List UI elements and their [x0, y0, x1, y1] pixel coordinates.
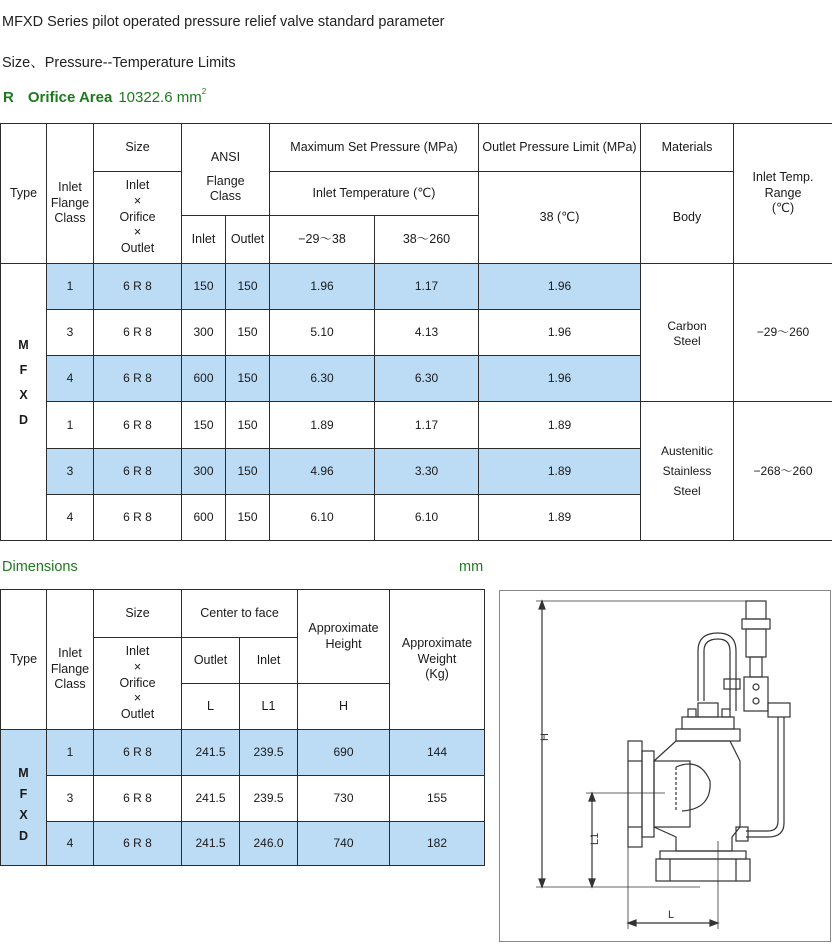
- table-cell: 3: [47, 776, 94, 822]
- table-cell: 4: [47, 822, 94, 866]
- table-cell: 1.89: [479, 449, 641, 495]
- drawing-label-l: L: [668, 909, 674, 921]
- table-cell: 241.5: [182, 730, 240, 776]
- table-cell: 1.89: [479, 495, 641, 541]
- dimensions-unit: mm: [459, 559, 483, 575]
- table-cell: 300: [182, 310, 226, 356]
- dimensions-title: Dimensions: [2, 559, 78, 575]
- table-cell: 6.30: [270, 356, 375, 402]
- temp-b-header: 38～260: [375, 216, 479, 264]
- table-cell: 6 R 8: [94, 264, 182, 310]
- drawing-label-h: H: [539, 733, 551, 741]
- table-cell: 600: [182, 495, 226, 541]
- table-cell: 6 R 8: [94, 495, 182, 541]
- series-letter: F: [1, 784, 46, 805]
- ansi-inlet-header: Inlet: [182, 216, 226, 264]
- table-cell: 150: [226, 495, 270, 541]
- table-cell: 740: [298, 822, 390, 866]
- table-cell: 6.30: [375, 356, 479, 402]
- table-cell: 1.17: [375, 264, 479, 310]
- l-header: L: [182, 684, 240, 730]
- table-cell: 6 R 8: [94, 402, 182, 449]
- ansi-header: ANSI: [182, 124, 270, 172]
- table-cell: 1: [47, 264, 94, 310]
- drawing-label-l1: L1: [589, 833, 601, 845]
- ansi-outlet-header: Outlet: [226, 216, 270, 264]
- series-letter: M: [1, 333, 46, 358]
- table-cell: 4.13: [375, 310, 479, 356]
- table-cell: 1.96: [479, 264, 641, 310]
- table-cell: 300: [182, 449, 226, 495]
- table-cell: 1: [47, 730, 94, 776]
- table-cell: 6 R 8: [94, 776, 182, 822]
- h-header: H: [298, 684, 390, 730]
- table-cell: 5.10: [270, 310, 375, 356]
- table-cell: 246.0: [240, 822, 298, 866]
- table-cell: 6 R 8: [94, 730, 182, 776]
- table-cell: 1: [47, 402, 94, 449]
- table-cell: 150: [226, 264, 270, 310]
- l1-header: L1: [240, 684, 298, 730]
- table-cell: 3: [47, 449, 94, 495]
- table-cell: 155: [390, 776, 485, 822]
- size-sub-header: Inlet × Orifice × Outlet: [94, 172, 182, 264]
- table-cell: 1.89: [479, 402, 641, 449]
- outlet-header: Outlet: [182, 638, 240, 684]
- valve-outline-icon: [500, 591, 830, 941]
- table-cell: 1.96: [270, 264, 375, 310]
- table-cell: 600: [182, 356, 226, 402]
- temp-a-header: −29～38: [270, 216, 375, 264]
- approx-height-header: Approximate Height: [298, 590, 390, 684]
- page-title: MFXD Series pilot operated pressure relief valve standard parameter: [2, 14, 444, 30]
- size-header: Size: [94, 124, 182, 172]
- table-cell: 150: [226, 402, 270, 449]
- orifice-label: Orifice Area: [28, 89, 113, 106]
- table-cell: 6 R 8: [94, 310, 182, 356]
- flange-class-header: Flange Class: [182, 172, 270, 216]
- table-cell: 690: [298, 730, 390, 776]
- table-cell: 150: [182, 264, 226, 310]
- body-header: Body: [641, 172, 734, 264]
- series-letter: X: [1, 805, 46, 826]
- page-subtitle: Size、Pressure--Temperature Limits: [2, 51, 236, 72]
- type-header: Type: [1, 590, 47, 730]
- max-set-pressure-header: Maximum Set Pressure (MPa): [270, 124, 479, 172]
- table-cell: 1.17: [375, 402, 479, 449]
- series-letter: D: [1, 408, 46, 433]
- table-cell: 182: [390, 822, 485, 866]
- inlet-flange-class-header: Inlet Flange Class: [47, 590, 94, 730]
- series-cell: [1, 730, 47, 866]
- series-letter: X: [1, 383, 46, 408]
- parameter-table: [0, 123, 832, 541]
- table-cell: 4: [47, 356, 94, 402]
- series-letter: F: [1, 358, 46, 383]
- table-cell: 150: [226, 356, 270, 402]
- inlet-flange-class-header: Inlet Flange Class: [47, 124, 94, 264]
- table-cell: 6.10: [375, 495, 479, 541]
- table-cell: 239.5: [240, 776, 298, 822]
- table-cell: 144: [390, 730, 485, 776]
- table-cell: 150: [226, 310, 270, 356]
- table-cell: 4.96: [270, 449, 375, 495]
- table-cell: 239.5: [240, 730, 298, 776]
- range-carbon: −29～260: [734, 264, 832, 402]
- series-letter: M: [1, 763, 46, 784]
- valve-drawing: [499, 590, 831, 942]
- series-letter: D: [1, 826, 46, 847]
- inlet-temp-range-header: Inlet Temp. Range (℃): [734, 124, 832, 264]
- dimensions-table: [0, 589, 485, 866]
- orifice-area: [3, 89, 206, 106]
- outlet-pressure-limit-header: Outlet Pressure Limit (MPa): [479, 124, 641, 172]
- table-cell: 6 R 8: [94, 822, 182, 866]
- material-carbon: Carbon Steel: [641, 264, 734, 402]
- orifice-value: 10322.6 mm: [118, 89, 201, 106]
- orifice-exponent: 2: [202, 87, 206, 96]
- outlet-temp-header: 38 (℃): [479, 172, 641, 264]
- table-cell: 241.5: [182, 822, 240, 866]
- inlet-temperature-header: Inlet Temperature (℃): [270, 172, 479, 216]
- orifice-letter: R: [3, 89, 14, 106]
- table-cell: 3.30: [375, 449, 479, 495]
- table-cell: 3: [47, 310, 94, 356]
- size-sub-header: Inlet × Orifice × Outlet: [94, 638, 182, 730]
- material-stainless: Austenitic Stainless Steel: [641, 402, 734, 541]
- inlet-header: Inlet: [240, 638, 298, 684]
- table-cell: 730: [298, 776, 390, 822]
- table-cell: 1.89: [270, 402, 375, 449]
- table-cell: 6 R 8: [94, 356, 182, 402]
- table-cell: 1.96: [479, 310, 641, 356]
- size-header: Size: [94, 590, 182, 638]
- table-cell: 150: [182, 402, 226, 449]
- center-to-face-header: Center to face: [182, 590, 298, 638]
- table-cell: 241.5: [182, 776, 240, 822]
- table-cell: 150: [226, 449, 270, 495]
- range-stainless: −268～260: [734, 402, 832, 541]
- series-cell: [1, 264, 47, 541]
- table-cell: 6 R 8: [94, 449, 182, 495]
- table-cell: 1.96: [479, 356, 641, 402]
- approx-weight-header: Approximate Weight (Kg): [390, 590, 485, 730]
- type-header: Type: [1, 124, 47, 264]
- table-cell: 4: [47, 495, 94, 541]
- materials-header: Materials: [641, 124, 734, 172]
- table-cell: 6.10: [270, 495, 375, 541]
